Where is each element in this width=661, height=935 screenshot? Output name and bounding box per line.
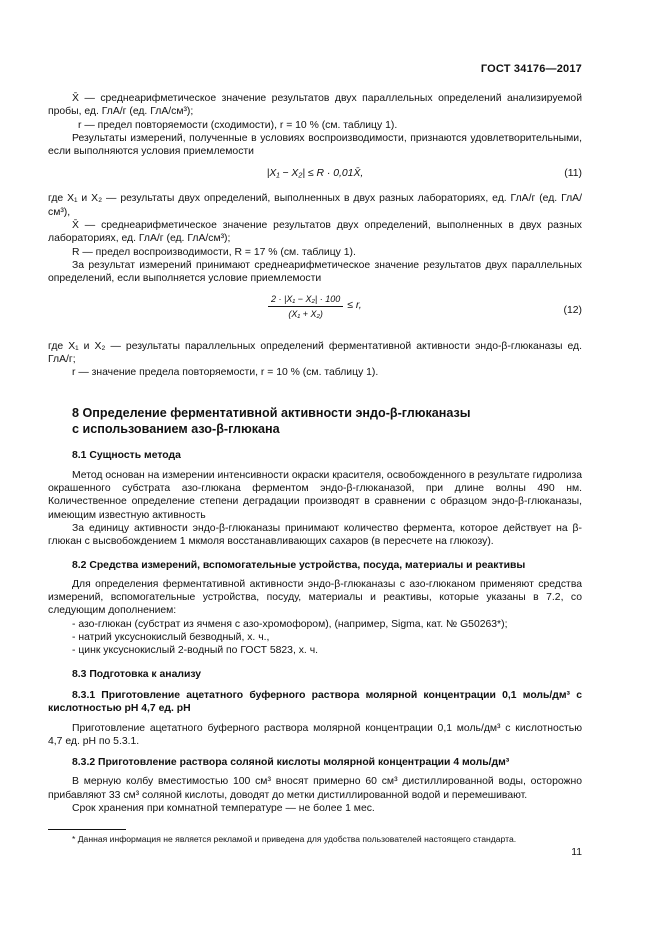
section-8-1-title: 8.1 Сущность метода [72,450,181,462]
page-number: 11 [571,847,582,858]
equation-12-number: (12) [563,304,582,316]
paragraph-where-x1-x2-labs: где X₁ и X₂ — результаты двух определений, выполненных в двух разных лабораториях, ед. ГлА/г (ед. ГлА/см³), [48,193,582,218]
section-8-2-paragraph: Для определения ферментативной активности эндо-β-глюканазы с азо-глюканом применяют средства измерений, вспомогательные устройства, посуду, материалы и реактивы, которые указаны в 7.2, со следующим дополнением: [48,578,582,617]
equation-11-formula: |X₁ − X₂| ≤ R · 0,01X̄, [266,168,364,180]
section-8-title-line2: с использованием азо-β-глюкана [72,422,280,437]
section-8-3-title: 8.3 Подготовка к анализу [72,668,202,680]
section-8-3-2-paragraph-2: Срок хранения при комнатной температуре — не более 1 мес. [72,802,375,814]
list-item: - натрий уксуснокислый безводный, х. ч., [72,632,270,644]
equation-11-number: (11) [564,168,582,180]
section-8-title-line1: 8 Определение ферментативной активности эндо-β-глюканазы [72,406,471,421]
list-item: - азо-глюкан (субстрат из ячменя с азо-хромофором), (например, Sigma, кат. № G50263*); [72,618,508,630]
footnote: * Данная информация не является рекламой и приведена для удобства пользователей настоящего стандарта. [72,834,517,845]
equation-12 [48,290,582,334]
paragraph-r-value: r — значение предела повторяемости, r = 10 % (см. таблицу 1). [72,367,379,379]
section-8-1-paragraph-2: За единицу активности эндо-β-глюканазы принимают количество фермента, которое действует на β-глюкан с высвобождением 1 мкмоля восстанавливающих сахаров (в пересчете на глюкозу). [48,522,582,548]
section-8-3-1-paragraph: Приготовление ацетатного буферного раствора молярной концентрации 0,1 моль/дм³ с кислотностью 4,7 ед. pH по 5.3.1. [48,722,582,747]
equation-12-denominator: (X₁ + X₂) [288,308,323,319]
paragraph-result-acceptance: За результат измерений принимают среднеарифметическое значение результатов двух параллельных определений, если выполняется условие приемлемости [48,259,582,285]
paragraph-where-x1-x2-parallel: где X₁ и X₂ — результаты параллельных определений ферментативной активности эндо-β-глюканазы ед. ГлА/г; [48,340,582,365]
equation-11 [48,164,582,184]
page-content [48,92,582,846]
section-8-1-paragraph-1: Метод основан на измерении интенсивности окраски красителя, освобожденного в результате гидролиза окрашенного субстрата азо-глюкана ферментом эндо-β-глюканазой, при длине волны 490 нм. Количественное определение степени деградации производят в сравнении с образцом эндо-β-глюканазы, имеющим известную активность [48,469,582,521]
paragraph-reproducibility-results: Результаты измерений, полученные в условиях воспроизводимости, признаются удовлетворительными, если выполняются условия приемлемости [48,132,582,158]
equation-12-rhs: ≤ r, [347,300,362,312]
paragraph-r-definition: r — предел повторяемости (сходимости), r = 10 % (см. таблицу 1). [78,119,398,131]
section-8-3-2-title: 8.3.2 Приготовление раствора соляной кислоты молярной концентрации 4 моль/дм³ [72,757,510,769]
list-item: - цинк уксуснокислый 2-водный по ГОСТ 5823, х. ч. [72,645,319,657]
section-8-3-2-paragraph-1: В мерную колбу вместимостью 100 см³ вносят примерно 60 см³ дистиллированной воды, осторожно прибавляют 33 см³ соляной кислоты, доводят до метки дистиллированной водой и перемешивают. [48,776,582,801]
paragraph-xbar-definition: X̄ — среднеарифметическое значение результатов двух параллельных определений анализируемой пробы, ед. ГлА/г (ед. ГлА/см³); [48,93,582,118]
paragraph-R-definition: R — предел воспроизводимости, R = 17 % (см. таблицу 1). [72,246,356,258]
section-8-2-title: 8.2 Средства измерений, вспомогательные устройства, посуда, материалы и реактивы [72,559,526,571]
equation-12-numerator: 2 · |X₁ − X₂| · 100 [268,293,343,307]
document-code: ГОСТ 34176—2017 [480,63,582,75]
section-8-title [48,405,582,437]
paragraph-xbar-labs: X̄ — среднеарифметическое значение результатов двух определений, выполненных в двух разных лабораториях, ед. ГлА/г (ед. ГлА/см³); [48,220,582,245]
footnote-divider [48,829,126,830]
equation-12-formula [268,293,362,320]
section-8-3-1-title: 8.3.1 Приготовление ацетатного буферного раствора молярной концентрации 0,1 моль/дм³ с кислотностью pH 4,7 ед. pH [48,689,582,715]
